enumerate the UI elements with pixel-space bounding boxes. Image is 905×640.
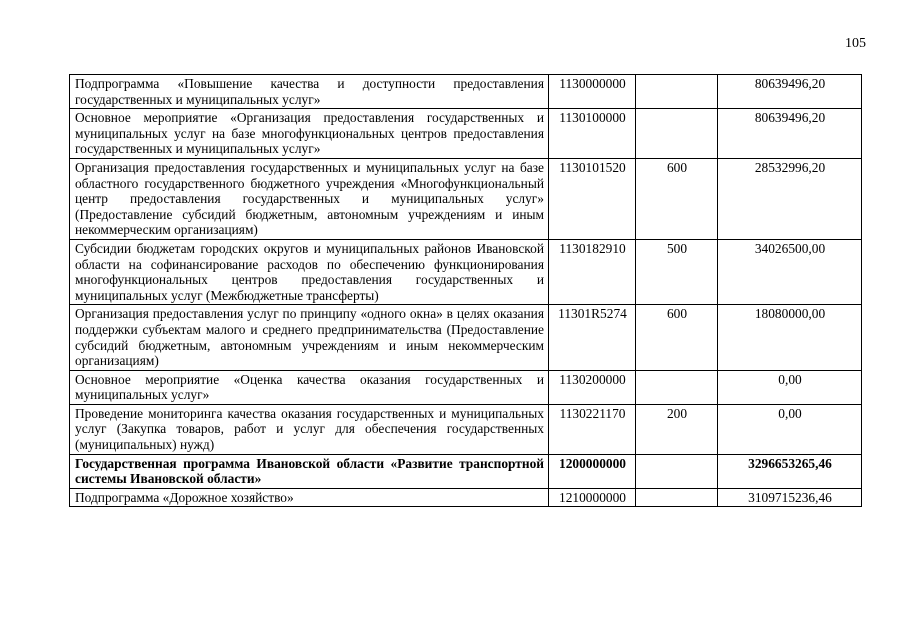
table-row [70,109,862,159]
row-code: 1130100000 [549,109,636,159]
budget-table [69,74,862,507]
row-expense-type: 500 [636,239,718,304]
row-expense-type: 200 [636,404,718,454]
row-expense-type [636,488,718,507]
row-amount: 0,00 [718,404,862,454]
row-amount: 18080000,00 [718,305,862,370]
row-expense-type [636,75,718,109]
table-row [70,75,862,109]
table-row [70,158,862,239]
row-code: 1130101520 [549,158,636,239]
row-name: Основное мероприятие «Организация предоставления государственных и муниципальных услуг на базе многофункциональных центров предоставления государственных и муниципальных услуг» [70,109,549,159]
row-code: 1210000000 [549,488,636,507]
row-name: Организация предоставления услуг по принципу «одного окна» в целях оказания поддержки субъектам малого и среднего предпринимательства (Предоставление субсидий бюджетным, автономным учреждениям и иным некоммерческим организациям) [70,305,549,370]
table-row [70,370,862,404]
row-amount: 3109715236,46 [718,488,862,507]
table-row [70,404,862,454]
row-code: 1130000000 [549,75,636,109]
row-name: Подпрограмма «Дорожное хозяйство» [70,488,549,507]
row-name: Субсидии бюджетам городских округов и муниципальных районов Ивановской области на софинансирование расходов по обеспечению функционирования многофункциональных центров предоставления государственных и муниципальных услуг (Межбюджетные трансферты) [70,239,549,304]
row-expense-type [636,370,718,404]
row-name: Организация предоставления государственных и муниципальных услуг на базе областного государственного бюджетного учреждения «Многофункциональный центр предоставления государственных и муниципальных услуг» (Предоставление субсидий бюджетным, автономным учреждениям и иным некоммерческим организациям) [70,158,549,239]
table-row [70,488,862,507]
row-amount: 34026500,00 [718,239,862,304]
row-expense-type: 600 [636,158,718,239]
row-name: Основное мероприятие «Оценка качества оказания государственных и муниципальных услуг» [70,370,549,404]
row-expense-type [636,454,718,488]
row-name: Проведение мониторинга качества оказания государственных и муниципальных услуг (Закупка товаров, работ и услуг для обеспечения государственных (муниципальных) нужд) [70,404,549,454]
table-row [70,305,862,370]
row-name: Подпрограмма «Повышение качества и доступности предоставления государственных и муниципальных услуг» [70,75,549,109]
row-code: 11301R5274 [549,305,636,370]
row-amount: 0,00 [718,370,862,404]
row-amount: 3296653265,46 [718,454,862,488]
row-code: 1200000000 [549,454,636,488]
table-row [70,239,862,304]
table-row-program-total [70,454,862,488]
row-code: 1130221170 [549,404,636,454]
row-amount: 28532996,20 [718,158,862,239]
row-expense-type [636,109,718,159]
row-code: 1130200000 [549,370,636,404]
page-number: 105 [845,36,866,51]
row-name: Государственная программа Ивановской области «Развитие транспортной системы Ивановской области» [70,454,549,488]
row-amount: 80639496,20 [718,75,862,109]
row-amount: 80639496,20 [718,109,862,159]
row-expense-type: 600 [636,305,718,370]
row-code: 1130182910 [549,239,636,304]
